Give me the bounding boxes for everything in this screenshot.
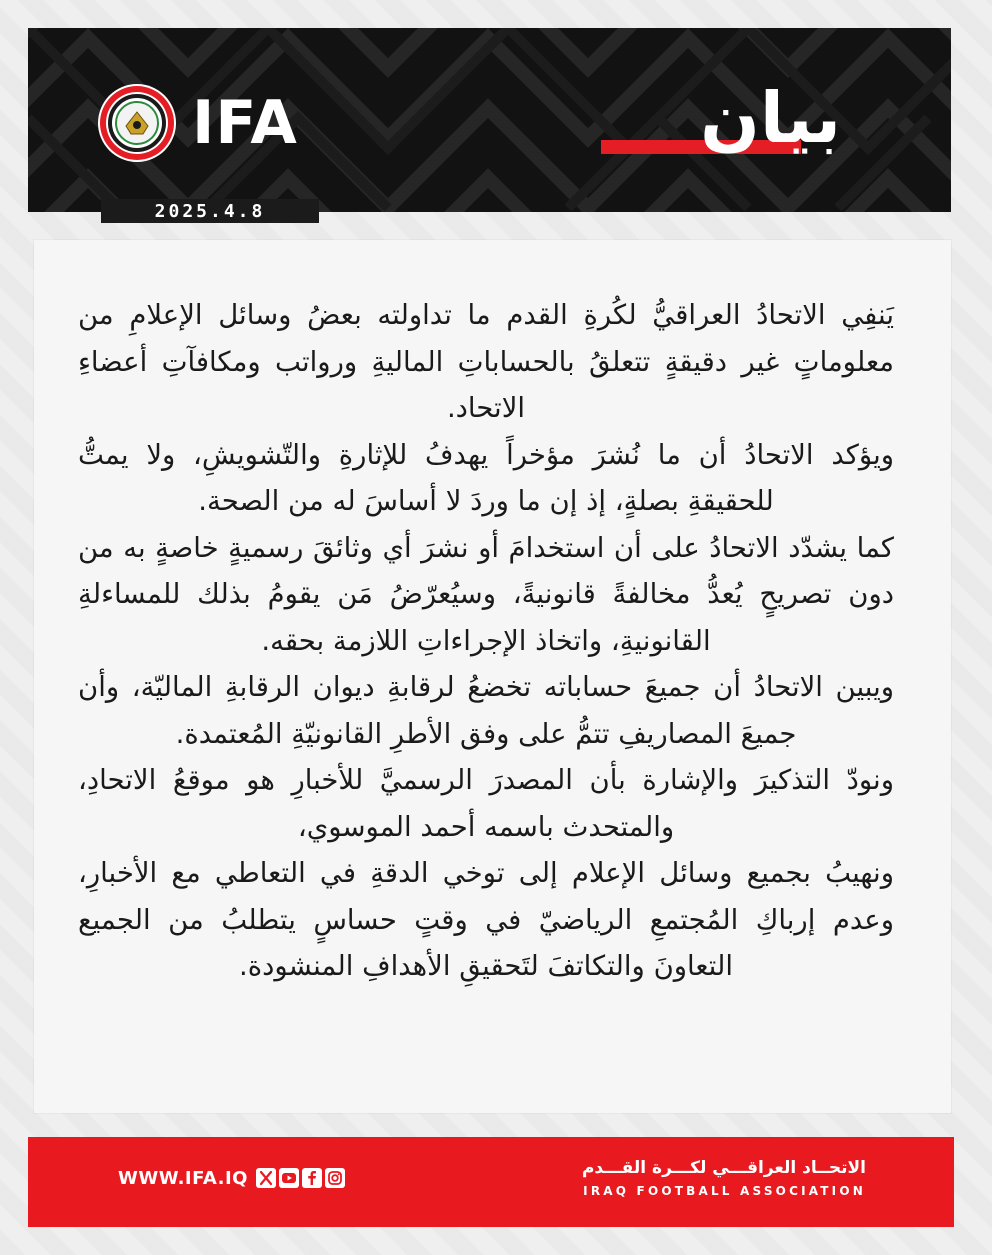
date-badge: 2025.4.8 (101, 199, 319, 223)
statement-body (78, 292, 894, 990)
paragraph-5: ونودّ التذكيرَ والإشارة بأن المصدرَ الرسميَّ للأخبارِ هو موقعُ الاتحادِ، والمتحدث باسمه أحمد الموسوي، (78, 764, 894, 843)
crest-emblem (98, 84, 176, 162)
paragraph-3: كما يشدّد الاتحادُ على أن استخدامَ أو نشرَ أي وثائقَ رسميةٍ خاصةٍ به من دون تصريحٍ يُعدُّ مخالفةً قانونيةً، وسيُعرّضُ مَن يقومُ بذلك للمساءلةِ القانونيةِ، واتخاذ الإجراءاتِ اللازمة بحقه. (78, 531, 894, 657)
association-name-english: IRAQ FOOTBALL ASSOCIATION (583, 1184, 866, 1198)
website-link[interactable]: WWW.IFA.IQ (118, 1168, 248, 1189)
statement-panel (34, 240, 951, 1113)
ifa-logo (98, 83, 298, 163)
facebook-icon[interactable] (302, 1168, 322, 1188)
statement-title (601, 76, 841, 166)
youtube-icon[interactable] (279, 1168, 299, 1188)
statement-title-text: بيان (700, 77, 841, 159)
instagram-icon[interactable] (325, 1168, 345, 1188)
paragraph-6: ونهيبُ بجميع وسائل الإعلام إلى توخي الدقةِ في التعاطي مع الأخبارِ، وعدم إرباكِ المُجتمعِ الرياضيّ في وقتٍ حساسٍ يتطلبُ من الجميع التعاونَ والتكاتفَ لتَحقيقِ الأهدافِ المنشودة. (78, 857, 894, 982)
social-links (256, 1168, 345, 1188)
paragraph-1: يَنفِي الاتحادُ العراقيُّ لكُرةِ القدم ما تداولته بعضُ وسائل الإعلامِ من معلوماتٍ غير دقيقةٍ تتعلقُ بالحساباتِ الماليةِ ورواتب ومكافآتِ أعضاءِ الاتحاد. (78, 299, 894, 424)
paragraph-4: ويبين الاتحادُ أن جميعَ حساباته تخضعُ لرقابةِ ديوان الرقابةِ الماليّة، وأن جميعَ المصاريفِ تتمُّ على وفق الأطرِ القانونيّةِ المُعتمدة. (78, 671, 894, 750)
footer-bar (28, 1137, 954, 1227)
paragraph-2: ويؤكد الاتحادُ أن ما نُشرَ مؤخراً يهدفُ للإثارةِ والتّشويشِ، ولا يمتُّ للحقيقةِ بصلةٍ، إذ إن ما وردَ لا أساسَ له من الصحة. (78, 438, 894, 517)
x-icon[interactable] (256, 1168, 276, 1188)
ifa-logo-text: IFA (192, 88, 298, 158)
header-banner (28, 28, 951, 212)
association-name-arabic: الاتحــاد العراقـــي لكـــرة القـــدم (581, 1158, 866, 1178)
